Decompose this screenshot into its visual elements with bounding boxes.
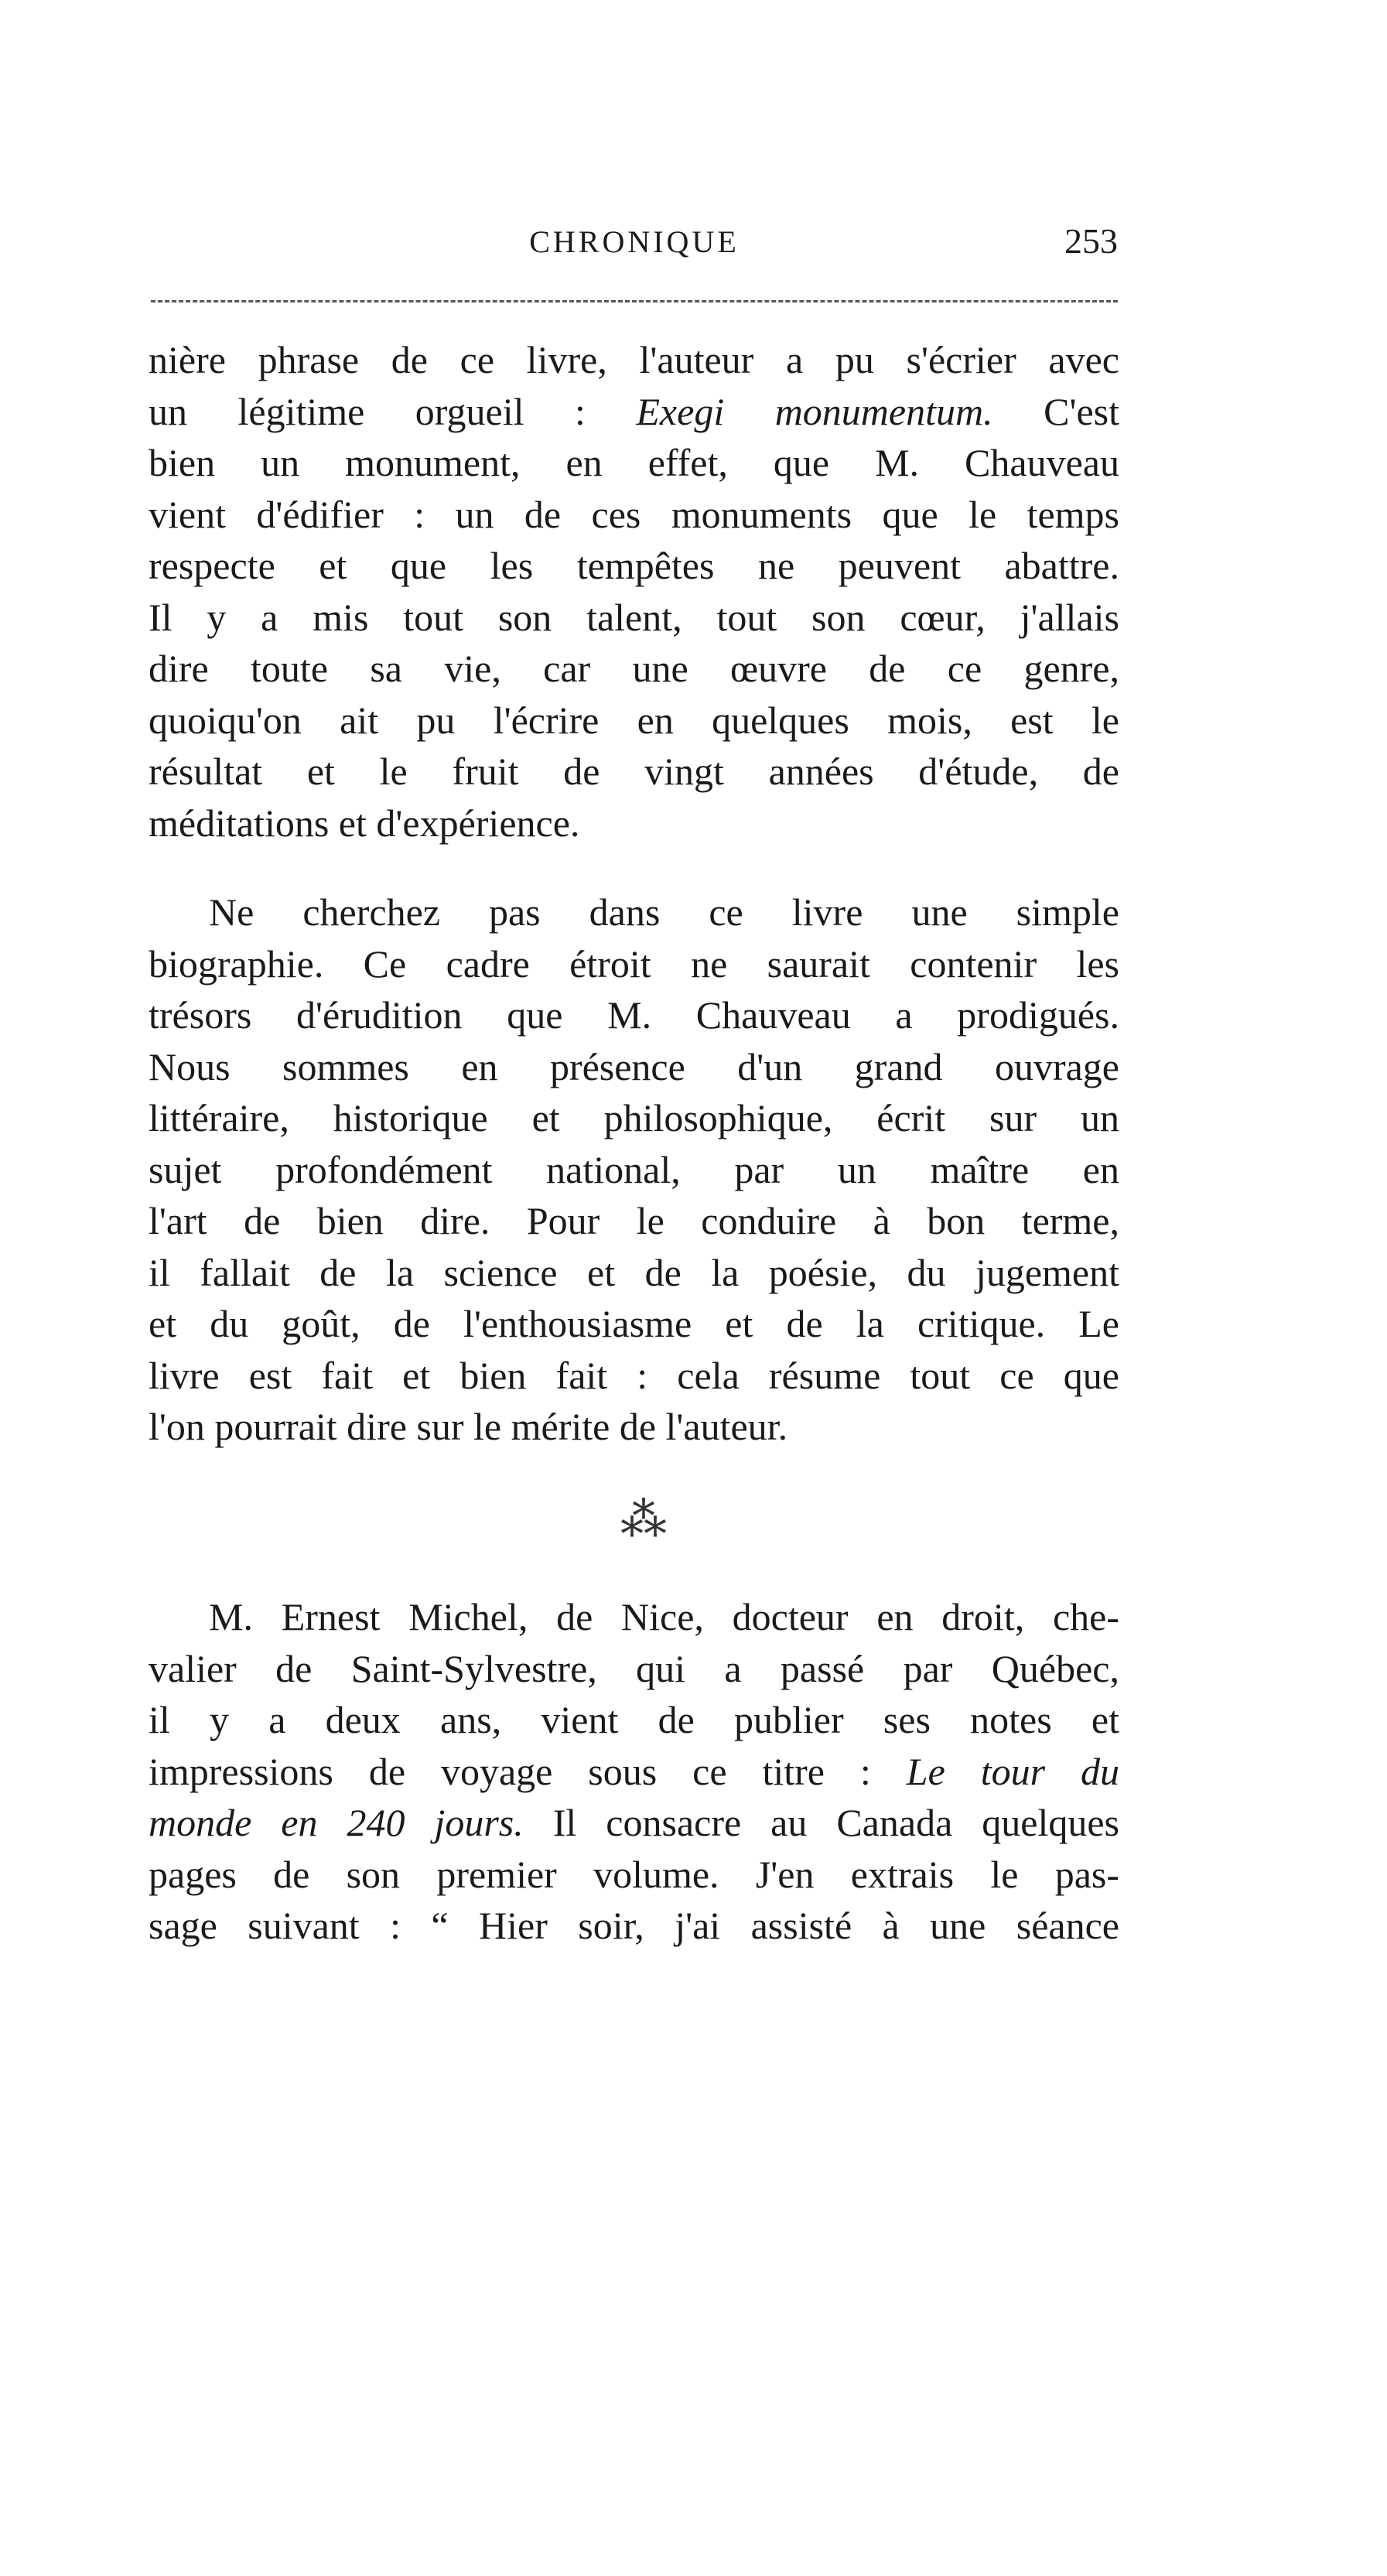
text-line: sujet profondément national, par un maître en [149, 1147, 1119, 1191]
text-line: livre est fait et bien fait : cela résume tout ce que [149, 1353, 1119, 1397]
text-line: l'on pourrait dire sur le mérite de l'auteur. [149, 1405, 788, 1448]
text-line: nière phrase de ce livre, l'auteur a pu s'écrier avec [149, 338, 1119, 381]
text-line: Nous sommes en présence d'un grand ouvrage [149, 1044, 1119, 1088]
text-segment: Il consacre au Canada quelques [523, 1801, 1119, 1844]
text-line: respecte et que les tempêtes ne peuvent abattre. [149, 544, 1119, 587]
text-line: littéraire, historique et philosophique, écrit sur un [149, 1096, 1119, 1139]
text-line: vient d'édifier : un de ces monuments que le temps [149, 492, 1119, 536]
paragraph-ernest-michel [149, 1591, 1119, 1952]
running-head [151, 220, 1118, 267]
text-line [149, 1746, 1119, 1798]
text-line: dire toute sa vie, car une œuvre de ce genre, [149, 647, 1119, 690]
book-title: Le tour du [906, 1749, 1119, 1793]
latin-quote: Exegi monumentum. [636, 389, 993, 433]
running-title: CHRONIQUE [529, 224, 740, 259]
paragraph-biographie [149, 887, 1119, 1453]
text-segment: un légitime orgueil : [149, 389, 637, 433]
text-line: sage suivant : “ Hier soir, j'ai assisté à une séance [149, 1904, 1119, 1947]
text-line: trésors d'érudition que M. Chauveau a prodigués. [149, 993, 1119, 1037]
text-line: quoiqu'on ait pu l'écrire en quelques mois, est le [149, 698, 1119, 742]
header-rule [151, 300, 1118, 302]
text-line: pages de son premier volume. J'en extrais le pas- [149, 1852, 1119, 1896]
text-line: méditations et d'expérience. [149, 801, 580, 845]
page-number: 253 [1064, 221, 1118, 261]
text-line [149, 1797, 1119, 1849]
text-line: résultat et le fruit de vingt années d'étude, de [149, 750, 1119, 793]
text-segment: C'est [992, 389, 1119, 433]
text-line: valier de Saint-Sylvestre, qui a passé par Québec, [149, 1646, 1119, 1690]
text-line: Ne cherchez pas dans ce livre une simple [209, 890, 1119, 934]
separator-star: ⁂ [620, 1495, 667, 1546]
paragraph-monument [149, 334, 1119, 849]
text-line: il y a deux ans, vient de publier ses notes et [149, 1698, 1119, 1741]
text-line: il fallait de la science et de la poésie, du jugement [149, 1250, 1119, 1294]
text-line [149, 386, 1119, 438]
text-line: l'art de bien dire. Pour le conduire à bon terme, [149, 1199, 1119, 1242]
text-segment: impressions de voyage sous ce titre : [149, 1749, 907, 1793]
text-line: et du goût, de l'enthousiasme et de la critique. Le [149, 1302, 1119, 1345]
book-title-continued: monde en 240 jours. [149, 1801, 524, 1844]
text-line: M. Ernest Michel, de Nice, docteur en droit, che- [209, 1595, 1119, 1638]
section-separator [603, 1493, 688, 1555]
text-line: Il y a mis tout son talent, tout son cœur, j'allais [149, 595, 1119, 639]
text-line: bien un monument, en effet, que M. Chauveau [149, 441, 1119, 484]
text-line: biographie. Ce cadre étroit ne saurait contenir les [149, 941, 1119, 986]
